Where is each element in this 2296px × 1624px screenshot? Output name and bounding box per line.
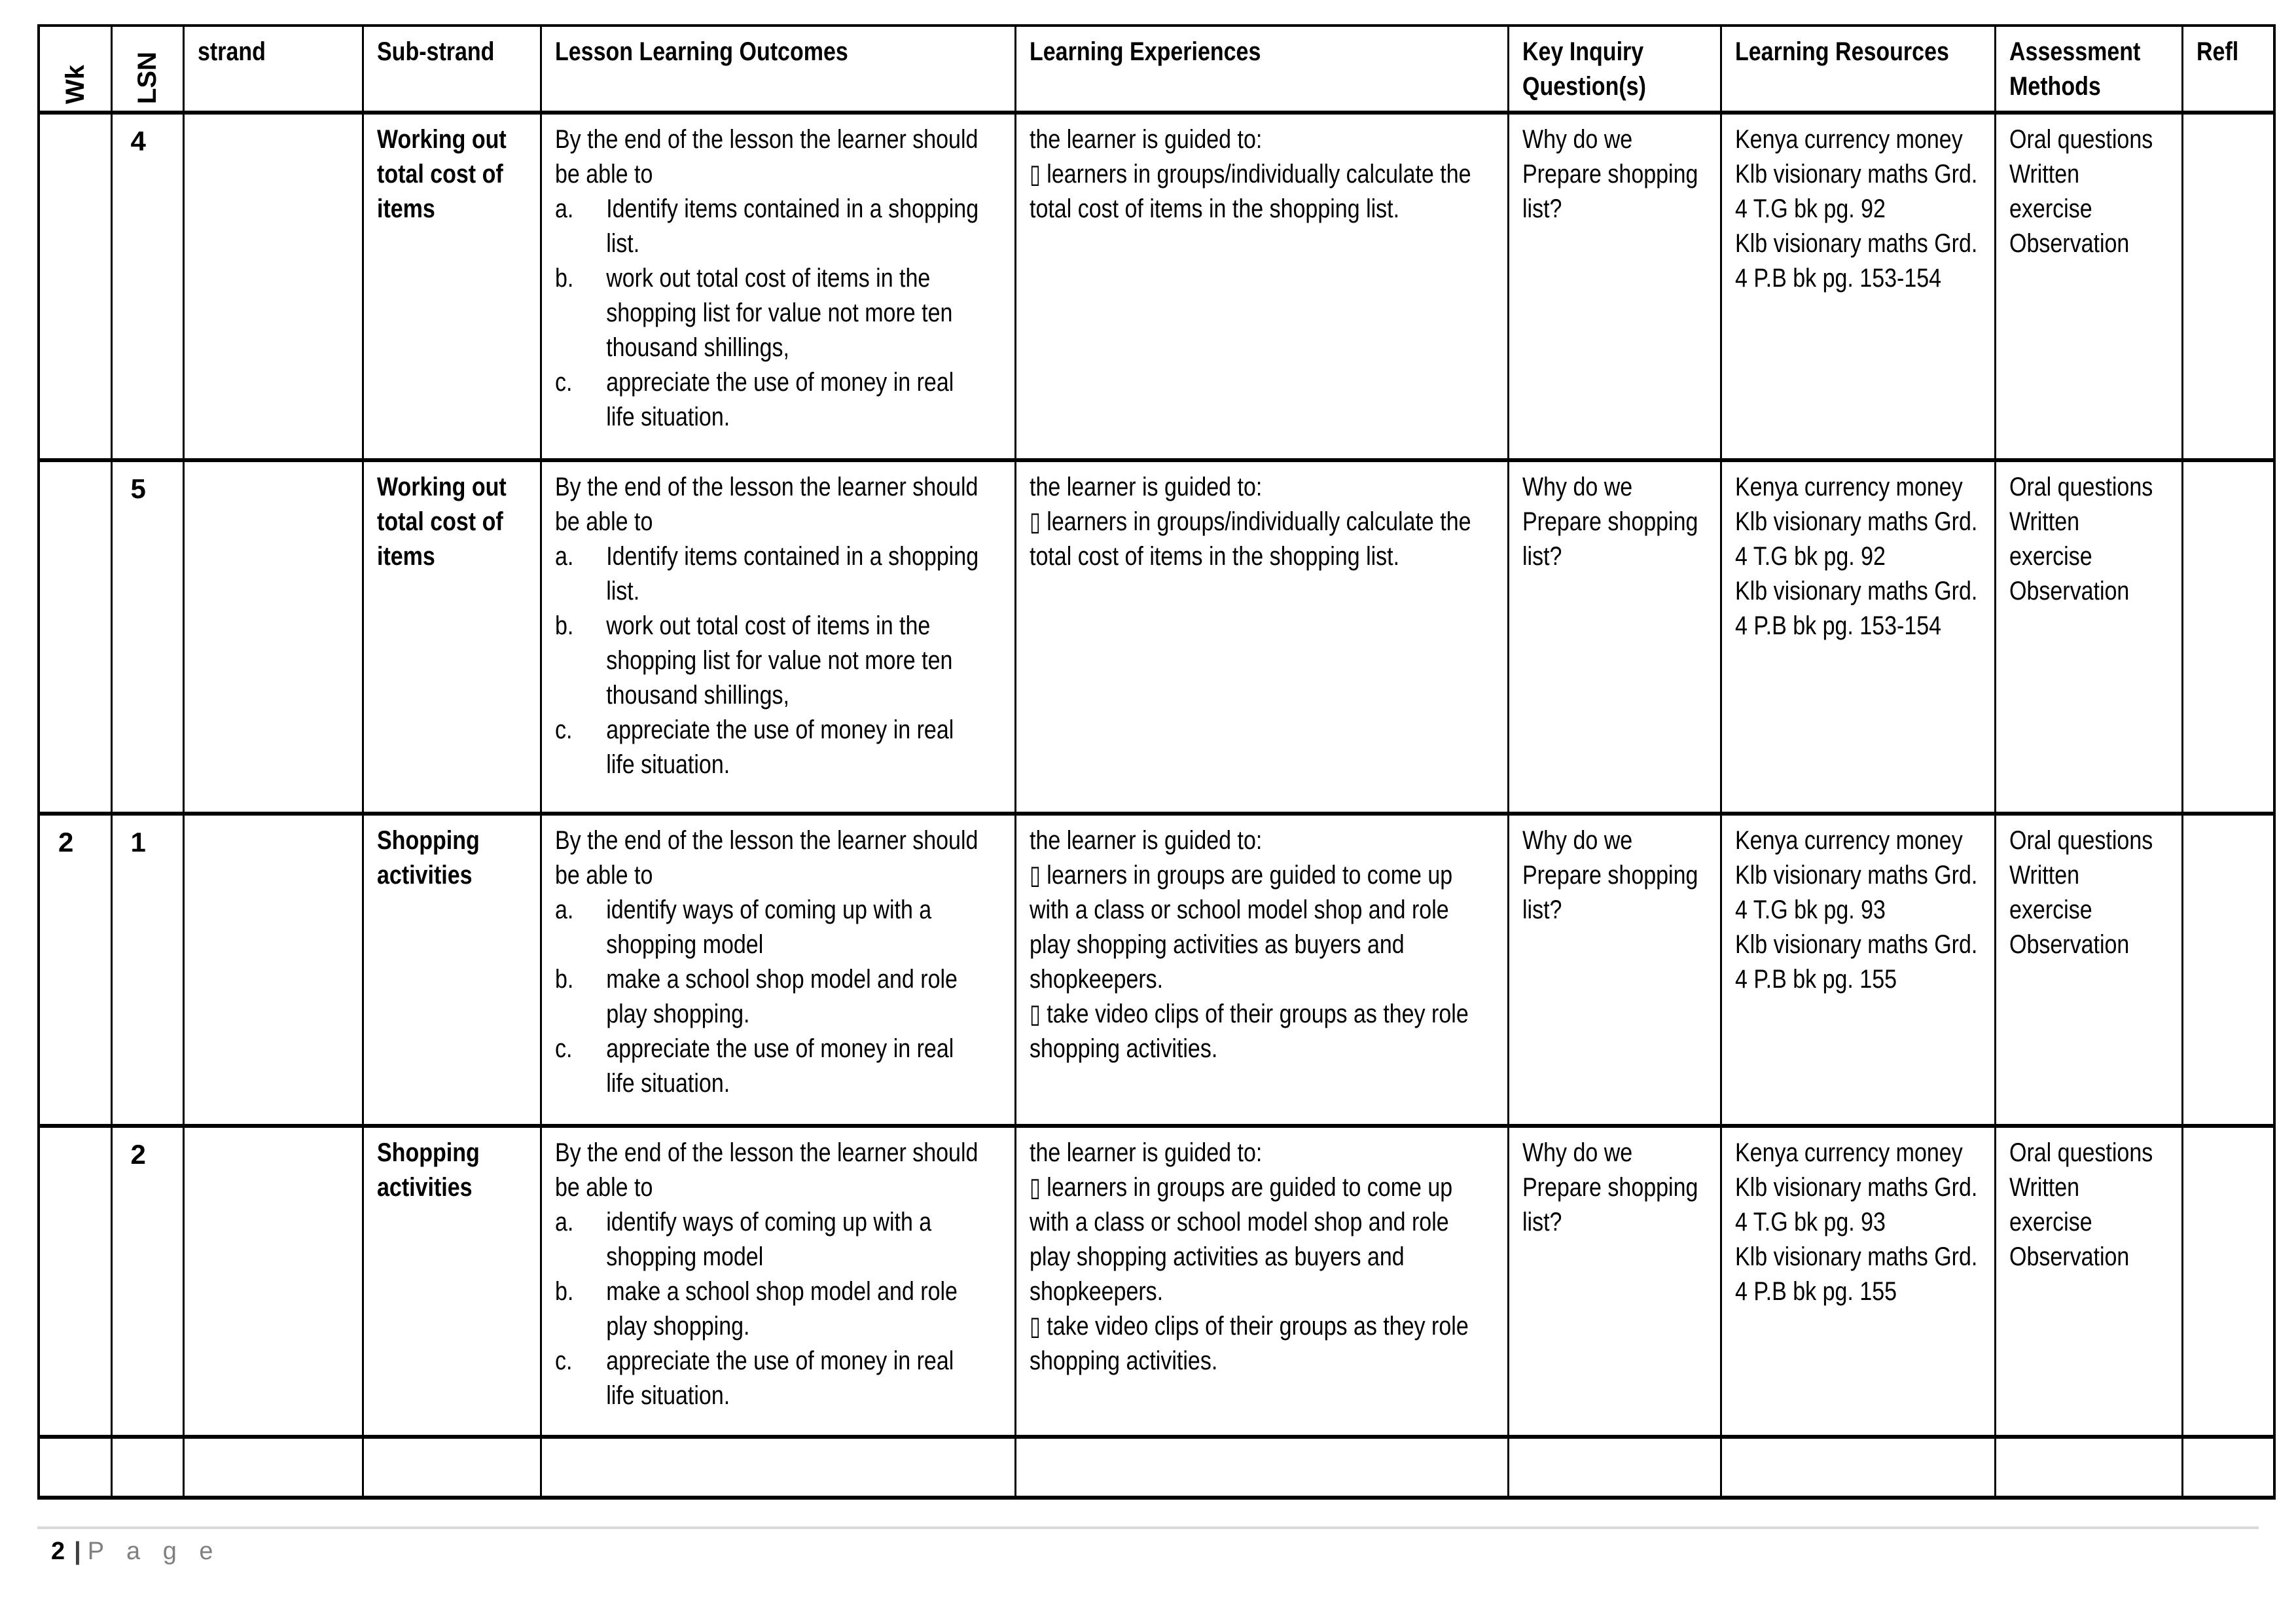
col-header-outcomes: Lesson Learning Outcomes [541, 26, 1015, 113]
outcomes-cell [541, 1126, 1015, 1437]
resource-item: Kenya currency money [1734, 826, 1963, 855]
sub-strand-cell: Shopping activities [363, 814, 541, 1126]
empty-table-row [39, 1437, 2274, 1498]
footer-separator: | [74, 1538, 81, 1565]
assessment-item: Observation [2009, 1242, 2129, 1271]
outcome-item: b. work out total cost of items in the shopping list for value not more ten thousand shillings, [554, 264, 952, 362]
wk-cell [39, 113, 111, 460]
lsn-cell: 4 [111, 113, 183, 460]
refl-cell [2182, 113, 2274, 460]
page-number: 2 [51, 1538, 65, 1565]
experiences-cell [1015, 1126, 1508, 1437]
wk-cell: 2 [39, 814, 111, 1126]
lsn-header-label: LSN [133, 52, 162, 104]
assessment-item: Written exercise [2009, 1173, 2092, 1236]
wk-cell [39, 1437, 111, 1498]
experiences-intro: the learner is guided to: [1029, 473, 1262, 501]
assessment-item: Oral questions [2009, 473, 2153, 501]
key-inquiry-cell: Why do we Prepare shopping list? [1508, 1126, 1721, 1437]
assessment-item: Oral questions [2009, 826, 2153, 855]
resource-item: Kenya currency money [1734, 473, 1963, 501]
refl-cell [2182, 814, 2274, 1126]
table-row [39, 1126, 2274, 1437]
outcomes-cell [541, 113, 1015, 460]
outcome-item: c. appreciate the use of money in real life situation. [554, 715, 954, 779]
resource-item: Kenya currency money [1734, 1138, 1963, 1167]
outcomes-intro: By the end of the lesson the learner should be able to [554, 473, 978, 536]
resources-cell [1721, 1437, 1995, 1498]
resource-item: Kenya currency money [1734, 125, 1963, 154]
key-inquiry-cell: Why do we Prepare shopping list? [1508, 113, 1721, 460]
experience-bullet: ▯ learners in groups/individually calculate the total cost of items in the shopping list. [1029, 507, 1471, 571]
outcome-item: a. Identify items contained in a shopping list. [554, 542, 978, 605]
outcomes-cell [541, 814, 1015, 1126]
page-label: P a g e [87, 1538, 221, 1565]
col-header-refl: Refl [2182, 26, 2274, 113]
resource-item: Klb visionary maths Grd. 4 T.G bk pg. 92 [1734, 507, 1977, 571]
experiences-cell [1015, 1437, 1508, 1498]
outcomes-intro: By the end of the lesson the learner should be able to [554, 1138, 978, 1202]
sub-strand-cell: Shopping activities [363, 1126, 541, 1437]
assessment-item: Oral questions [2009, 1138, 2153, 1167]
resources-cell [1721, 1126, 1995, 1437]
col-header-wk [39, 26, 111, 113]
assessment-item: Oral questions [2009, 125, 2153, 154]
resource-item: Klb visionary maths Grd. 4 P.B bk pg. 155 [1734, 930, 1977, 994]
resource-item: Klb visionary maths Grd. 4 T.G bk pg. 92 [1734, 160, 1977, 223]
outcomes-cell [541, 1437, 1015, 1498]
experience-bullet: ▯ learners in groups are guided to come up with a class or school model shop and role play shopping activities as buyers and shopkeepers. [1029, 861, 1452, 994]
assessment-cell [1995, 814, 2182, 1126]
table-row [39, 113, 2274, 460]
table-row [39, 814, 2274, 1126]
sub-strand-cell: Working out total cost of items [363, 460, 541, 814]
strand-cell [183, 814, 363, 1126]
footer-divider-line [37, 1526, 2259, 1529]
table-row [39, 460, 2274, 814]
outcome-item: b. make a school shop model and role play shopping. [554, 1277, 958, 1341]
experience-bullet: ▯ take video clips of their groups as they role shopping activities. [1029, 1312, 1469, 1375]
refl-cell [2182, 1437, 2274, 1498]
sub-strand-cell: Working out total cost of items [363, 113, 541, 460]
key-inquiry-cell: Why do we Prepare shopping list? [1508, 814, 1721, 1126]
col-header-sub-strand: Sub-strand [363, 26, 541, 113]
col-header-experiences: Learning Experiences [1015, 26, 1508, 113]
experiences-intro: the learner is guided to: [1029, 1138, 1262, 1167]
outcomes-intro: By the end of the lesson the learner should be able to [554, 826, 978, 890]
assessment-item: Written exercise [2009, 507, 2092, 571]
assessment-item: Written exercise [2009, 861, 2092, 924]
outcome-item: c. appreciate the use of money in real life situation. [554, 368, 954, 431]
experiences-cell [1015, 113, 1508, 460]
col-header-assessment: Assessment Methods [1995, 26, 2182, 113]
strand-cell [183, 1126, 363, 1437]
outcomes-cell [541, 460, 1015, 814]
resources-cell [1721, 113, 1995, 460]
key-inquiry-cell: Why do we Prepare shopping list? [1508, 460, 1721, 814]
experience-bullet: ▯ learners in groups are guided to come up with a class or school model shop and role play shopping activities as buyers and shopkeepers. [1029, 1173, 1452, 1306]
resource-item: Klb visionary maths Grd. 4 P.B bk pg. 153-154 [1734, 577, 1977, 640]
assessment-item: Observation [2009, 930, 2129, 959]
lsn-cell: 2 [111, 1126, 183, 1437]
col-header-strand: strand [183, 26, 363, 113]
outcome-item: a. Identify items contained in a shopping list. [554, 194, 978, 258]
outcome-item: c. appreciate the use of money in real life situation. [554, 1034, 954, 1098]
assessment-cell [1995, 1437, 2182, 1498]
table-header-row [39, 26, 2274, 113]
col-header-key-inquiry: Key Inquiry Question(s) [1508, 26, 1721, 113]
assessment-item: Observation [2009, 229, 2129, 258]
lsn-cell: 1 [111, 814, 183, 1126]
resource-item: Klb visionary maths Grd. 4 P.B bk pg. 155 [1734, 1242, 1977, 1306]
outcome-item: b. work out total cost of items in the shopping list for value not more ten thousand shillings, [554, 611, 952, 710]
assessment-cell [1995, 113, 2182, 460]
wk-cell [39, 460, 111, 814]
col-header-lsn [111, 26, 183, 113]
wk-cell [39, 1126, 111, 1437]
assessment-item: Written exercise [2009, 160, 2092, 223]
experiences-cell [1015, 460, 1508, 814]
experiences-intro: the learner is guided to: [1029, 826, 1262, 855]
assessment-item: Observation [2009, 577, 2129, 605]
experiences-intro: the learner is guided to: [1029, 125, 1262, 154]
refl-cell [2182, 460, 2274, 814]
lsn-cell [111, 1437, 183, 1498]
experience-bullet: ▯ learners in groups/individually calculate the total cost of items in the shopping list. [1029, 160, 1471, 223]
resources-cell [1721, 460, 1995, 814]
resource-item: Klb visionary maths Grd. 4 T.G bk pg. 93 [1734, 861, 1977, 924]
resource-item: Klb visionary maths Grd. 4 P.B bk pg. 153-154 [1734, 229, 1977, 293]
strand-cell [183, 460, 363, 814]
refl-cell [2182, 1126, 2274, 1437]
key-inquiry-cell [1508, 1437, 1721, 1498]
outcomes-intro: By the end of the lesson the learner should be able to [554, 125, 978, 189]
outcome-item: a. identify ways of coming up with a shopping model [554, 1208, 931, 1271]
strand-cell [183, 1437, 363, 1498]
col-header-resources: Learning Resources [1721, 26, 1995, 113]
outcome-item: b. make a school shop model and role play shopping. [554, 965, 958, 1028]
resources-cell [1721, 814, 1995, 1126]
experience-bullet: ▯ take video clips of their groups as they role shopping activities. [1029, 1000, 1469, 1063]
outcome-item: a. identify ways of coming up with a shopping model [554, 895, 931, 959]
scheme-of-work-table [37, 24, 2276, 1500]
outcome-item: c. appreciate the use of money in real life situation. [554, 1346, 954, 1410]
assessment-cell [1995, 460, 2182, 814]
resource-item: Klb visionary maths Grd. 4 T.G bk pg. 93 [1734, 1173, 1977, 1236]
assessment-cell [1995, 1126, 2182, 1437]
sub-strand-cell [363, 1437, 541, 1498]
strand-cell [183, 113, 363, 460]
experiences-cell [1015, 814, 1508, 1126]
page-footer [51, 1536, 221, 1567]
wk-header-label: Wk [60, 65, 90, 104]
lsn-cell: 5 [111, 460, 183, 814]
